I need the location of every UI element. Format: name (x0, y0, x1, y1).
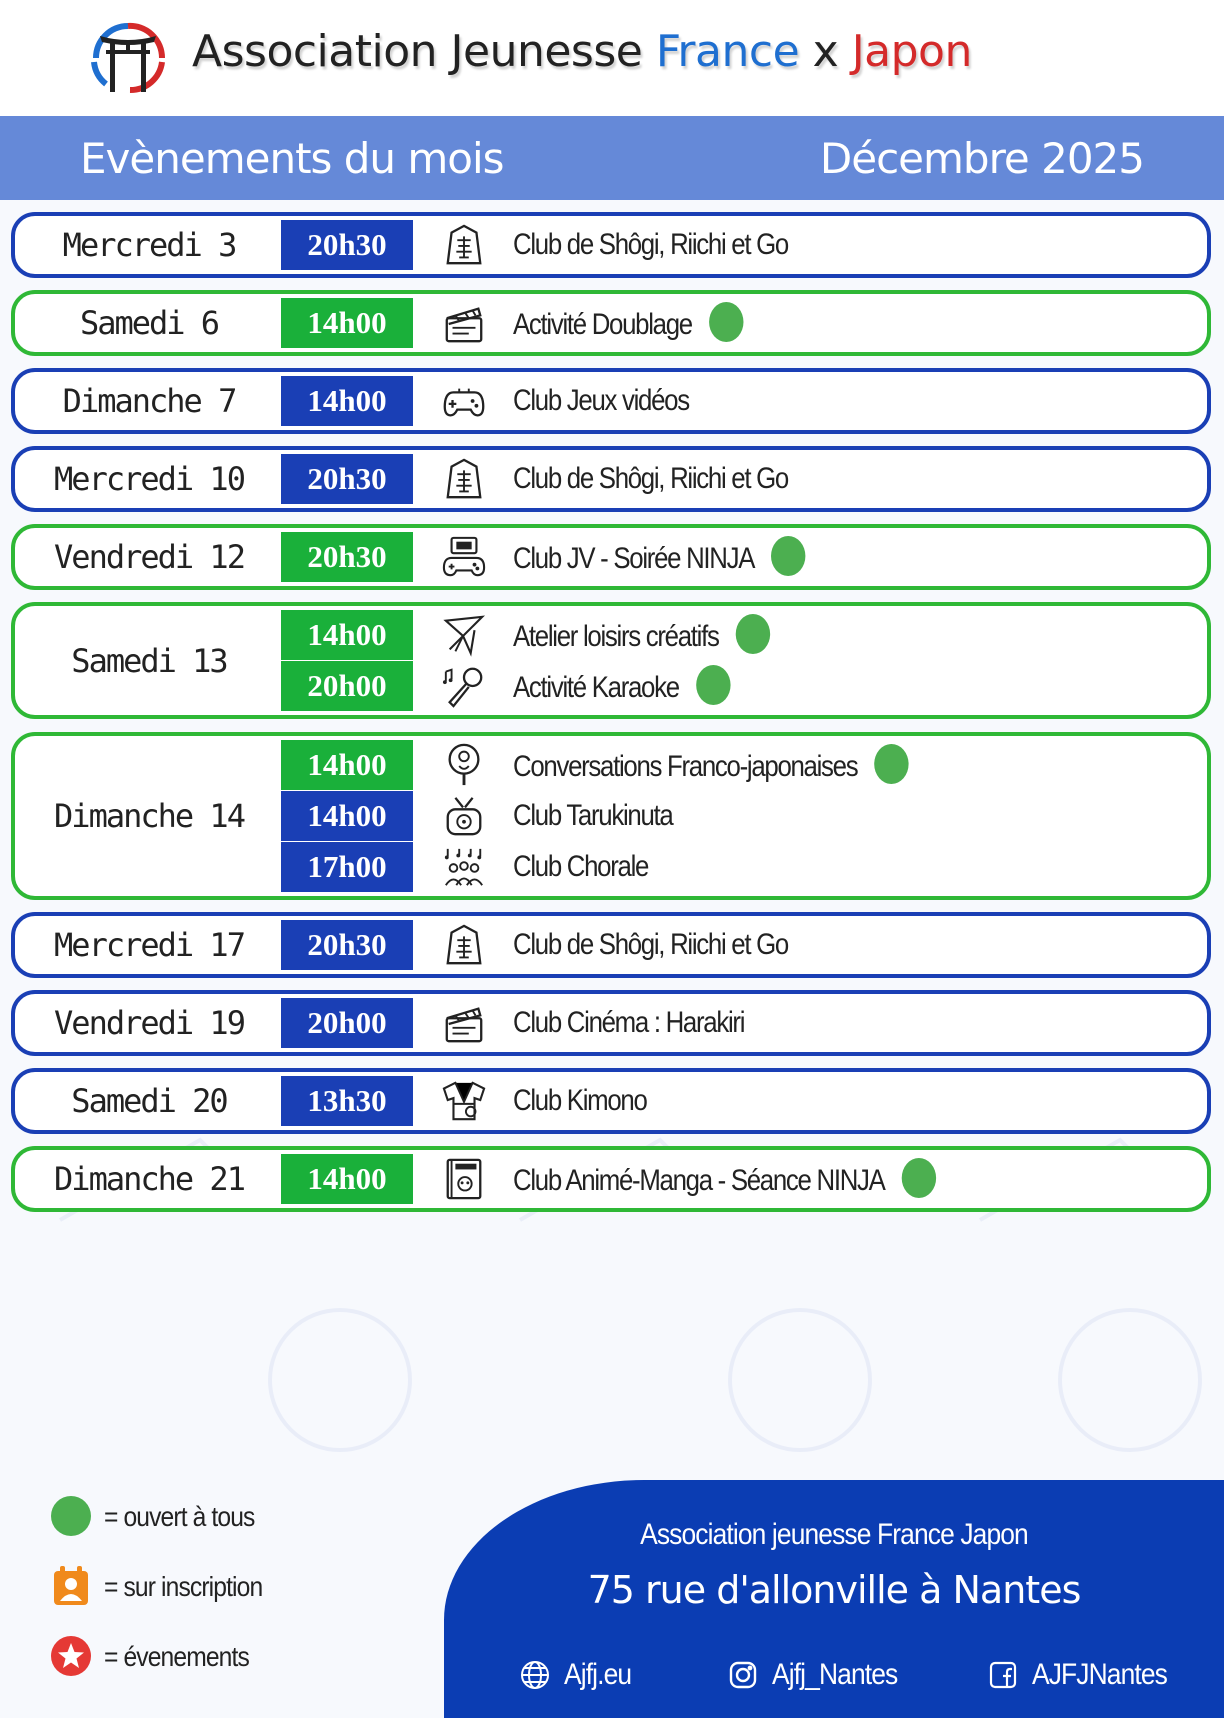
event-title-text: Activité Doublage (513, 307, 692, 341)
event-row (11, 212, 1211, 278)
banner-month: Décembre 2025 (819, 134, 1144, 183)
uchiwa-fan-icon (441, 743, 487, 787)
torii-logo-icon (86, 18, 170, 96)
event-title-text: Club Kimono (513, 1084, 647, 1117)
event-time: 20h30 (281, 454, 413, 504)
event-title (513, 669, 730, 709)
event-title (513, 384, 689, 418)
event-day: Mercredi 10 (54, 460, 244, 498)
event-slot (281, 610, 1181, 660)
event-title-text: Club Chorale (513, 850, 649, 883)
event-slot (281, 791, 1181, 841)
title-japon: Japon (851, 26, 972, 77)
legend-item-open (50, 1495, 370, 1539)
event-title-text: Atelier loisirs créatifs (513, 619, 719, 653)
kimono-icon (441, 1079, 487, 1123)
open-to-all-dot (696, 665, 730, 705)
microphone-icon (441, 664, 487, 708)
choir-icon (441, 845, 487, 889)
shogi-piece-icon (441, 223, 487, 267)
event-time: 14h00 (281, 791, 413, 841)
gamepad-icon (441, 379, 487, 423)
banner-title: Evènements du mois (80, 134, 504, 183)
title-france: France (655, 26, 800, 77)
event-slot (281, 1154, 1181, 1204)
green-dot-icon (50, 1495, 92, 1537)
event-time: 20h00 (281, 998, 413, 1048)
event-day: Samedi 13 (71, 641, 227, 680)
event-time: 14h00 (281, 298, 413, 348)
event-title-text: Activité Karaoke (513, 670, 679, 704)
event-title (513, 1084, 647, 1118)
calendar-user-icon (50, 1565, 92, 1607)
origami-icon (441, 613, 487, 657)
event-time: 17h00 (281, 842, 413, 892)
event-row (11, 368, 1211, 434)
event-title-text: Club JV - Soirée NINJA (513, 541, 755, 575)
event-slot (281, 920, 1181, 970)
event-slot (281, 998, 1181, 1048)
event-time: 14h00 (281, 610, 413, 660)
event-slot (281, 842, 1181, 892)
event-title (513, 928, 788, 962)
event-title (513, 799, 672, 833)
open-to-all-dot (709, 302, 743, 342)
star-badge-icon (50, 1635, 92, 1677)
event-row (11, 290, 1211, 356)
footer (444, 1480, 1224, 1718)
open-to-all-dot (771, 536, 805, 576)
facebook-icon (988, 1660, 1018, 1690)
shogi-piece-icon (441, 923, 487, 967)
event-title (513, 1162, 936, 1202)
instagram-icon (728, 1660, 758, 1690)
retro-console-icon (441, 535, 487, 579)
title-main: Association Jeunesse (192, 26, 643, 77)
manga-book-icon (441, 1157, 487, 1201)
event-slot (281, 532, 1181, 582)
event-time: 20h30 (281, 220, 413, 270)
event-time: 13h30 (281, 1076, 413, 1126)
event-day: Mercredi 17 (54, 926, 244, 964)
event-title (513, 306, 743, 346)
event-title (513, 850, 648, 884)
legend-item-registration (50, 1565, 370, 1609)
month-banner (0, 116, 1224, 200)
event-title (513, 1006, 744, 1040)
event-row (11, 732, 1211, 900)
facebook-text: AJFJNantes (1032, 1658, 1167, 1691)
legend-item-events (50, 1635, 370, 1679)
event-title (513, 462, 788, 496)
event-title-text: Club Jeux vidéos (513, 384, 689, 417)
open-to-all-dot (875, 744, 909, 784)
event-title-text: Club Animé-Manga - Séance NINJA (513, 1163, 885, 1197)
legend-events-text: = évenements (104, 1641, 249, 1672)
event-slot (281, 298, 1181, 348)
event-time: 14h00 (281, 1154, 413, 1204)
event-day: Mercredi 3 (62, 226, 236, 264)
event-slot (281, 376, 1181, 426)
event-time: 14h00 (281, 740, 413, 790)
event-row (11, 446, 1211, 512)
event-row (11, 1068, 1211, 1134)
event-day: Dimanche 14 (54, 797, 244, 835)
event-title-text: Conversations Franco-japonaises (513, 749, 858, 783)
event-slot (281, 740, 1181, 790)
event-day: Samedi 20 (71, 1082, 227, 1120)
event-title-text: Club de Shôgi, Riichi et Go (513, 928, 788, 961)
event-day: Dimanche 7 (62, 382, 236, 420)
event-row (11, 1146, 1211, 1212)
footer-address: 75 rue d'allonville à Nantes (587, 1568, 1081, 1612)
event-title (513, 618, 770, 658)
clapperboard-icon (441, 1001, 487, 1045)
event-title-text: Club de Shôgi, Riichi et Go (513, 462, 788, 495)
event-row (11, 524, 1211, 590)
event-title-text: Club Tarukinuta (513, 799, 673, 832)
taiko-drum-icon (441, 794, 487, 838)
event-time: 14h00 (281, 376, 413, 426)
clapperboard-icon (441, 301, 487, 345)
event-day: Dimanche 21 (54, 1160, 244, 1198)
event-slot (281, 454, 1181, 504)
event-row (11, 990, 1211, 1056)
event-slot (281, 220, 1181, 270)
event-slot (281, 1076, 1181, 1126)
event-title-text: Club de Shôgi, Riichi et Go (513, 228, 788, 261)
event-day: Samedi 6 (79, 304, 219, 342)
legend-registration-text: = sur inscription (104, 1571, 263, 1602)
event-time: 20h30 (281, 532, 413, 582)
event-time: 20h30 (281, 920, 413, 970)
shogi-piece-icon (441, 457, 487, 501)
event-title (513, 540, 806, 580)
open-to-all-dot (902, 1158, 936, 1198)
event-row (11, 912, 1211, 978)
site-title (192, 26, 972, 90)
event-day: Vendredi 12 (54, 538, 244, 576)
instagram-text: Ajfj_Nantes (772, 1658, 898, 1691)
footer-association: Association jeunesse France Japon (640, 1518, 1028, 1551)
event-slot (281, 661, 1181, 711)
event-title (513, 228, 788, 262)
event-title-text: Club Cinéma : Harakiri (513, 1006, 745, 1039)
event-day: Vendredi 19 (54, 1004, 244, 1042)
website-text: Ajfj.eu (564, 1658, 632, 1691)
title-x: x (812, 26, 839, 77)
event-row (11, 602, 1211, 719)
event-time: 20h00 (281, 661, 413, 711)
globe-icon (520, 1660, 550, 1690)
open-to-all-dot (736, 614, 770, 654)
legend-open-text: = ouvert à tous (104, 1501, 255, 1532)
event-title (513, 748, 909, 788)
header (0, 0, 1224, 116)
